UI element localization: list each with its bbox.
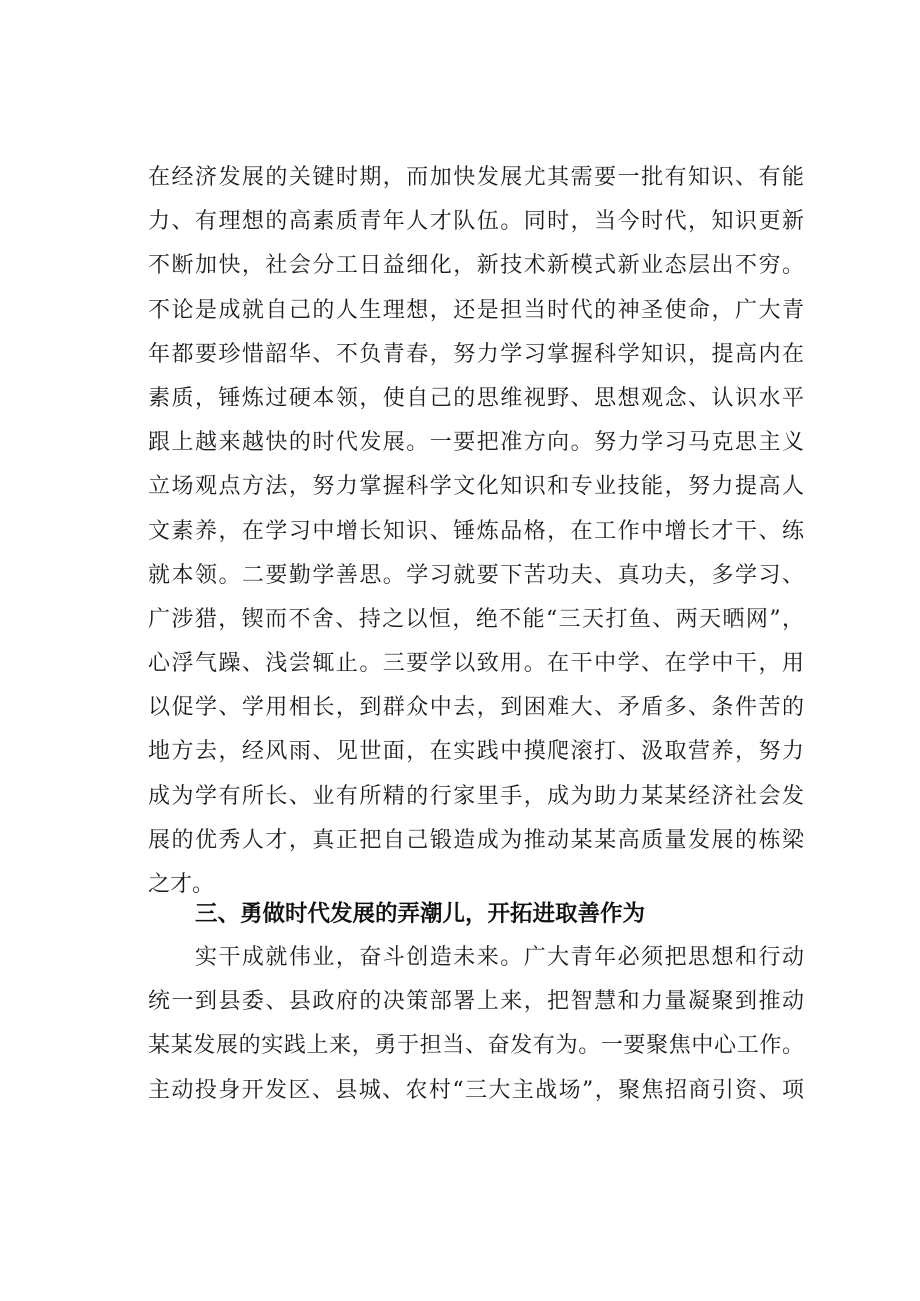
text-line: 之才。: [148, 872, 215, 897]
text-line: 在经济发展的关键时期，而加快发展尤其需要一批有知识、有能: [148, 165, 804, 190]
text-line: 立场观点方法，努力掌握科学文化知识和专业技能，努力提高人: [148, 474, 804, 500]
text-line: 统一到县委、县政府的决策部署上来，把智慧和力量凝聚到推动: [148, 989, 804, 1015]
text-line: 实干成就伟业，奋斗创造未来。广大青年必须把思想和行动: [148, 945, 804, 970]
text-line: 以促学、学用相长，到群众中去，到困难大、矛盾多、条件苦的: [148, 695, 804, 721]
text-line: 就本领。二要勤学善思。学习就要下苦功夫、真功夫，多学习、: [148, 562, 804, 588]
text-line: 文素养，在学习中增长知识、锤炼品格，在工作中增长才干、练: [148, 518, 804, 544]
text-line: 主动投身开发区、县城、农村“三大主战场”，聚焦招商引资、项: [148, 1077, 804, 1103]
text-line: 素质，锤炼过硬本领，使自己的思维视野、思想观念、认识水平: [148, 385, 804, 411]
text-line: 力、有理想的高素质青年人才队伍。同时，当今时代，知识更新: [148, 209, 804, 235]
text-line: 地方去，经风雨、见世面，在实践中摸爬滚打、汲取营养，努力: [148, 739, 804, 765]
text-line: 成为学有所长、业有所精的行家里手，成为助力某某经济社会发: [148, 783, 804, 809]
text-line: 不论是成就自己的人生理想，还是担当时代的神圣使命，广大青: [148, 297, 804, 323]
text-line: 广涉猎，锲而不舍、持之以恒，绝不能“三天打鱼、两天晒网”，: [148, 606, 804, 632]
text-line: 某某发展的实践上来，勇于担当、奋发有为。一要聚焦中心工作。: [148, 1033, 804, 1059]
body-paragraph-2: [148, 936, 804, 1113]
section-heading: 三、勇做时代发展的弄潮儿，开拓进取善作为: [195, 901, 646, 927]
text-line: 跟上越来越快的时代发展。一要把准方向。努力学习马克思主义: [148, 430, 804, 456]
text-line: 年都要珍惜韶华、不负青春，努力学习掌握科学知识，提高内在: [148, 341, 804, 367]
text-line: 心浮气躁、浅尝辄止。三要学以致用。在干中学、在学中干，用: [148, 651, 804, 677]
text-line: 展的优秀人才，真正把自己锻造成为推动某某高质量发展的栋梁: [148, 827, 804, 853]
text-line: 不断加快，社会分工日益细化，新技术新模式新业态层出不穷。: [148, 253, 804, 279]
body-paragraph-1: [148, 156, 804, 907]
